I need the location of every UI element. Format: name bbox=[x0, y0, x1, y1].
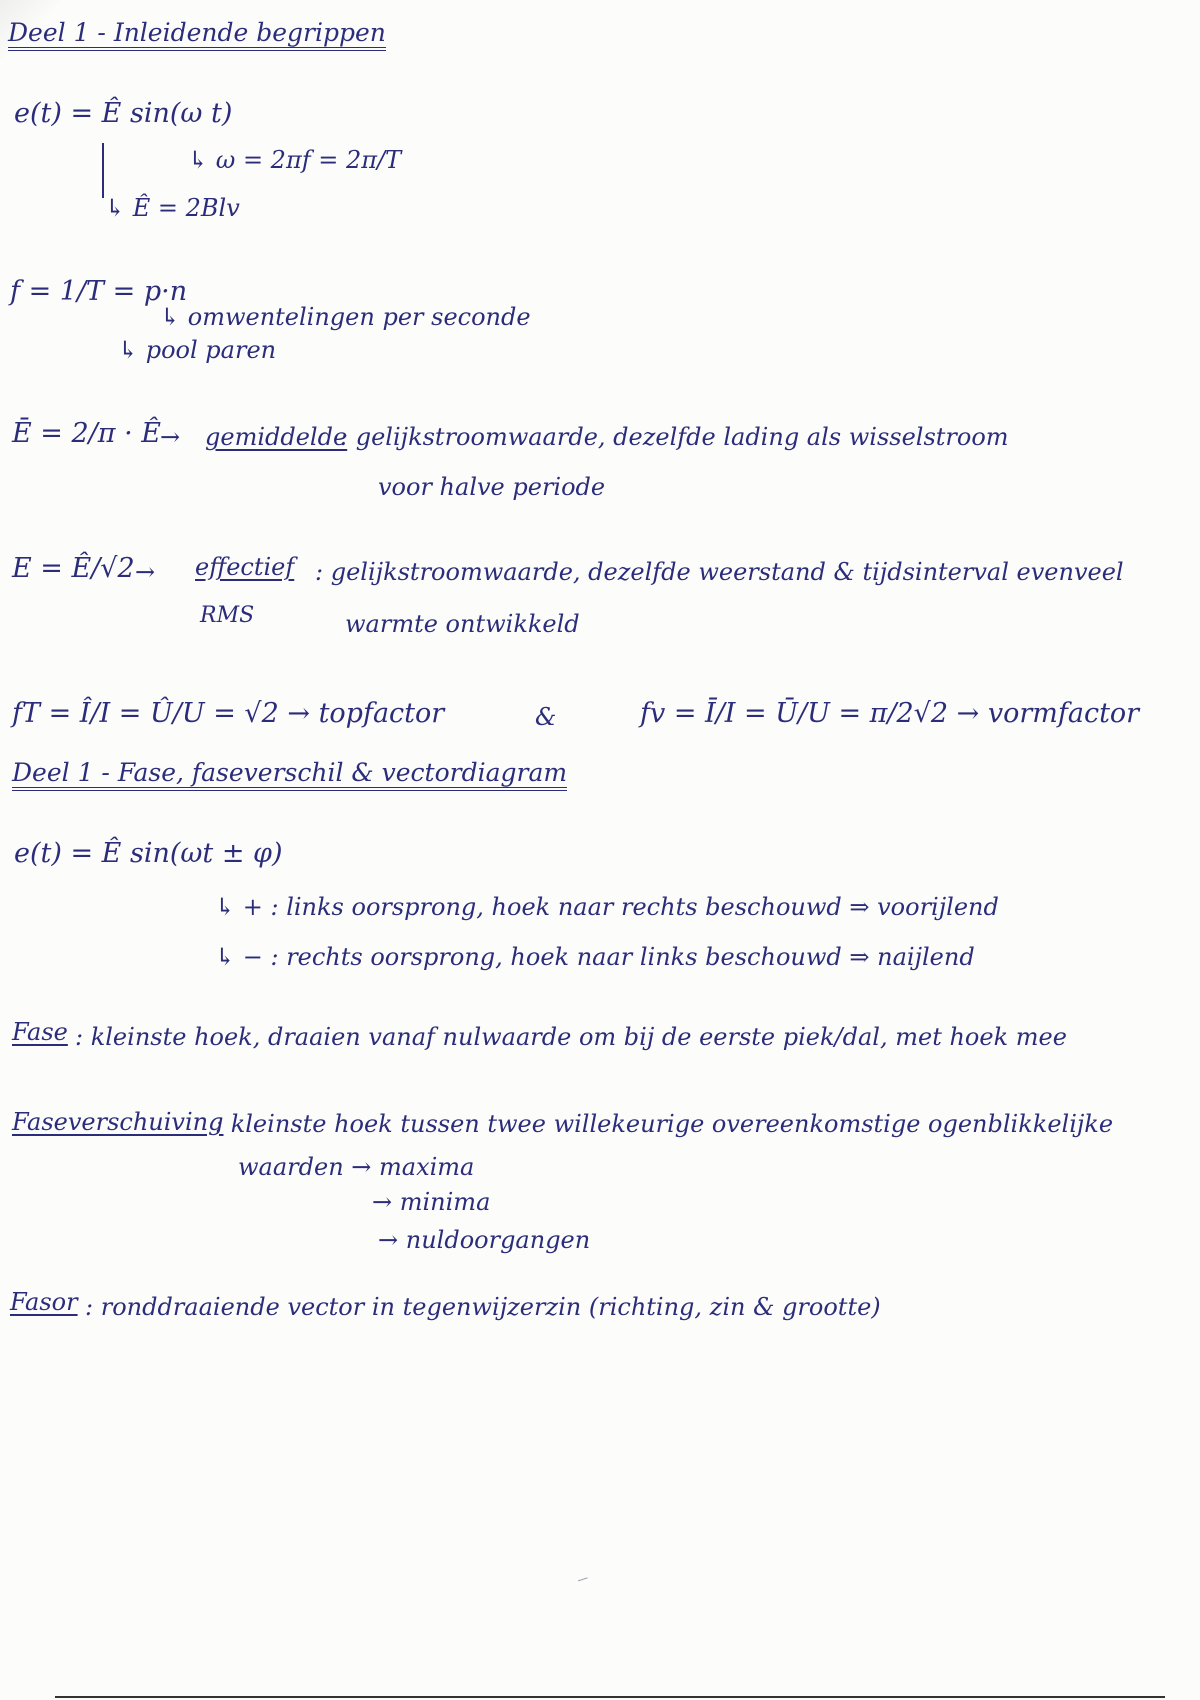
formula-e-max: ↳ Ê = 2Blv bbox=[105, 194, 240, 222]
definition-effectief-cont: warmte ontwikkeld bbox=[345, 610, 580, 638]
bracket-line bbox=[102, 143, 104, 198]
note-revolutions: ↳ omwentelingen per seconde bbox=[160, 303, 531, 331]
note-pole-pairs: ↳ pool paren bbox=[118, 336, 277, 364]
formula-emf: e(t) = Ê sin(ω t) bbox=[14, 98, 233, 129]
formula-vormfactor: fv = Ī/I = Ū/U = π/2√2 → vormfactor bbox=[640, 698, 1140, 729]
list-minima: → minima bbox=[372, 1188, 491, 1216]
note-leading: ↳ + : links oorsprong, hoek naar rechts beschouwd ⇒ voorijlend bbox=[215, 893, 999, 921]
section-title-fase: Deel 1 - Fase, faseverschil & vectordiagram bbox=[12, 760, 567, 791]
formula-phase: e(t) = Ê sin(ωt ± φ) bbox=[14, 838, 283, 869]
term-rms: RMS bbox=[200, 603, 255, 628]
ampersand: & bbox=[535, 703, 557, 731]
formula-effective: E = Ê/√2 bbox=[12, 553, 135, 584]
section-title-inleidende-begrippen: Deel 1 - Inleidende begrippen bbox=[8, 20, 386, 51]
definition-faseverschuiving: : kleinste hoek tussen twee willekeurige overeenkomstige ogenblikkelijke bbox=[215, 1110, 1114, 1138]
page-bottom-edge bbox=[55, 1696, 1165, 1698]
term-faseverschuiving: Faseverschuiving bbox=[12, 1108, 224, 1136]
definition-fasor: : ronddraaiende vector in tegenwijzerzin (richting, zin & grootte) bbox=[85, 1293, 881, 1321]
note-lagging: ↳ − : rechts oorsprong, hoek naar links beschouwd ⇒ naijlend bbox=[215, 943, 975, 971]
term-fase: Fase bbox=[12, 1018, 68, 1046]
definition-effectief: : gelijkstroomwaarde, dezelfde weerstand & tijdsinterval evenveel bbox=[315, 558, 1124, 586]
term-gemiddelde: gemiddelde bbox=[205, 423, 348, 451]
term-fasor: Fasor bbox=[10, 1288, 78, 1316]
formula-frequency: f = 1/T = p·n bbox=[10, 276, 188, 307]
list-maxima: waarden → maxima bbox=[238, 1153, 475, 1181]
pen-mark bbox=[576, 1572, 588, 1582]
arrow-icon: → bbox=[160, 423, 181, 451]
definition-gemiddelde-cont: voor halve periode bbox=[378, 473, 606, 501]
term-effectief: effectief bbox=[195, 553, 295, 581]
formula-omega: ↳ ω = 2πf = 2π/T bbox=[188, 146, 402, 174]
formula-mean: Ē = 2/π · Ê bbox=[12, 418, 161, 449]
arrow-icon: → bbox=[135, 558, 156, 586]
definition-fase: : kleinste hoek, draaien vanaf nulwaarde om bij de eerste piek/dal, met hoek mee bbox=[75, 1023, 1067, 1051]
list-nuldoorgangen: → nuldoorgangen bbox=[378, 1226, 591, 1254]
definition-gemiddelde: : gelijkstroomwaarde, dezelfde lading als wisselstroom bbox=[340, 423, 1009, 451]
formula-topfactor: fT = Î/I = Û/U = √2 → topfactor bbox=[12, 698, 445, 729]
